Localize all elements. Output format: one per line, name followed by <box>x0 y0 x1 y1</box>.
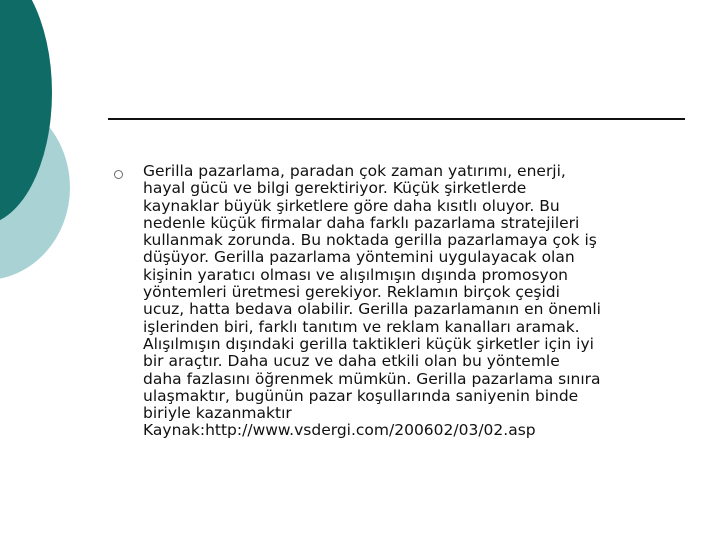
title-divider-line <box>108 118 685 120</box>
source-citation: Kaynak:http://www.vsdergi.com/200602/03/02.asp <box>143 421 536 440</box>
bullet-body-text: Gerilla pazarlama, paradan çok zaman yatırımı, enerji, hayal gücü ve bilgi gerektiriyor. Küçük şirketlerde kaynaklar büyük şirketlere göre daha kısıtlı oluyor. Bu nedenle küçük firmalar daha farklı pazarlama stratejileri kullanmak zorunda. Bu noktada gerilla pazarlamaya çok iş düşüyor. Gerilla pazarlama yöntemini uygulayacak olan kişinin yaratıcı olması ve alışılmışın dışında promosyon yöntemleri üretmesi gerekiyor. Reklamın birçok çeşidi ucuz, hatta bedava olabilir. Gerilla pazarlamanın en önemli işlerinden biri, farklı tanıtım ve reklam kanalları aramak. Alışılmışın dışındaki gerilla taktikleri küçük şirketler için iyi bir araçtır. Daha ucuz ve daha etkili olan bu yöntemle daha fazlasını öğrenmek mümkün. Gerilla pazarlama sınıra ulaşmaktır, bugünün pazar koşullarında saniyenin binde biriyle kazanmaktır <box>143 162 601 423</box>
bullet-circle-icon <box>114 170 123 179</box>
bullet-paragraph <box>143 163 688 440</box>
